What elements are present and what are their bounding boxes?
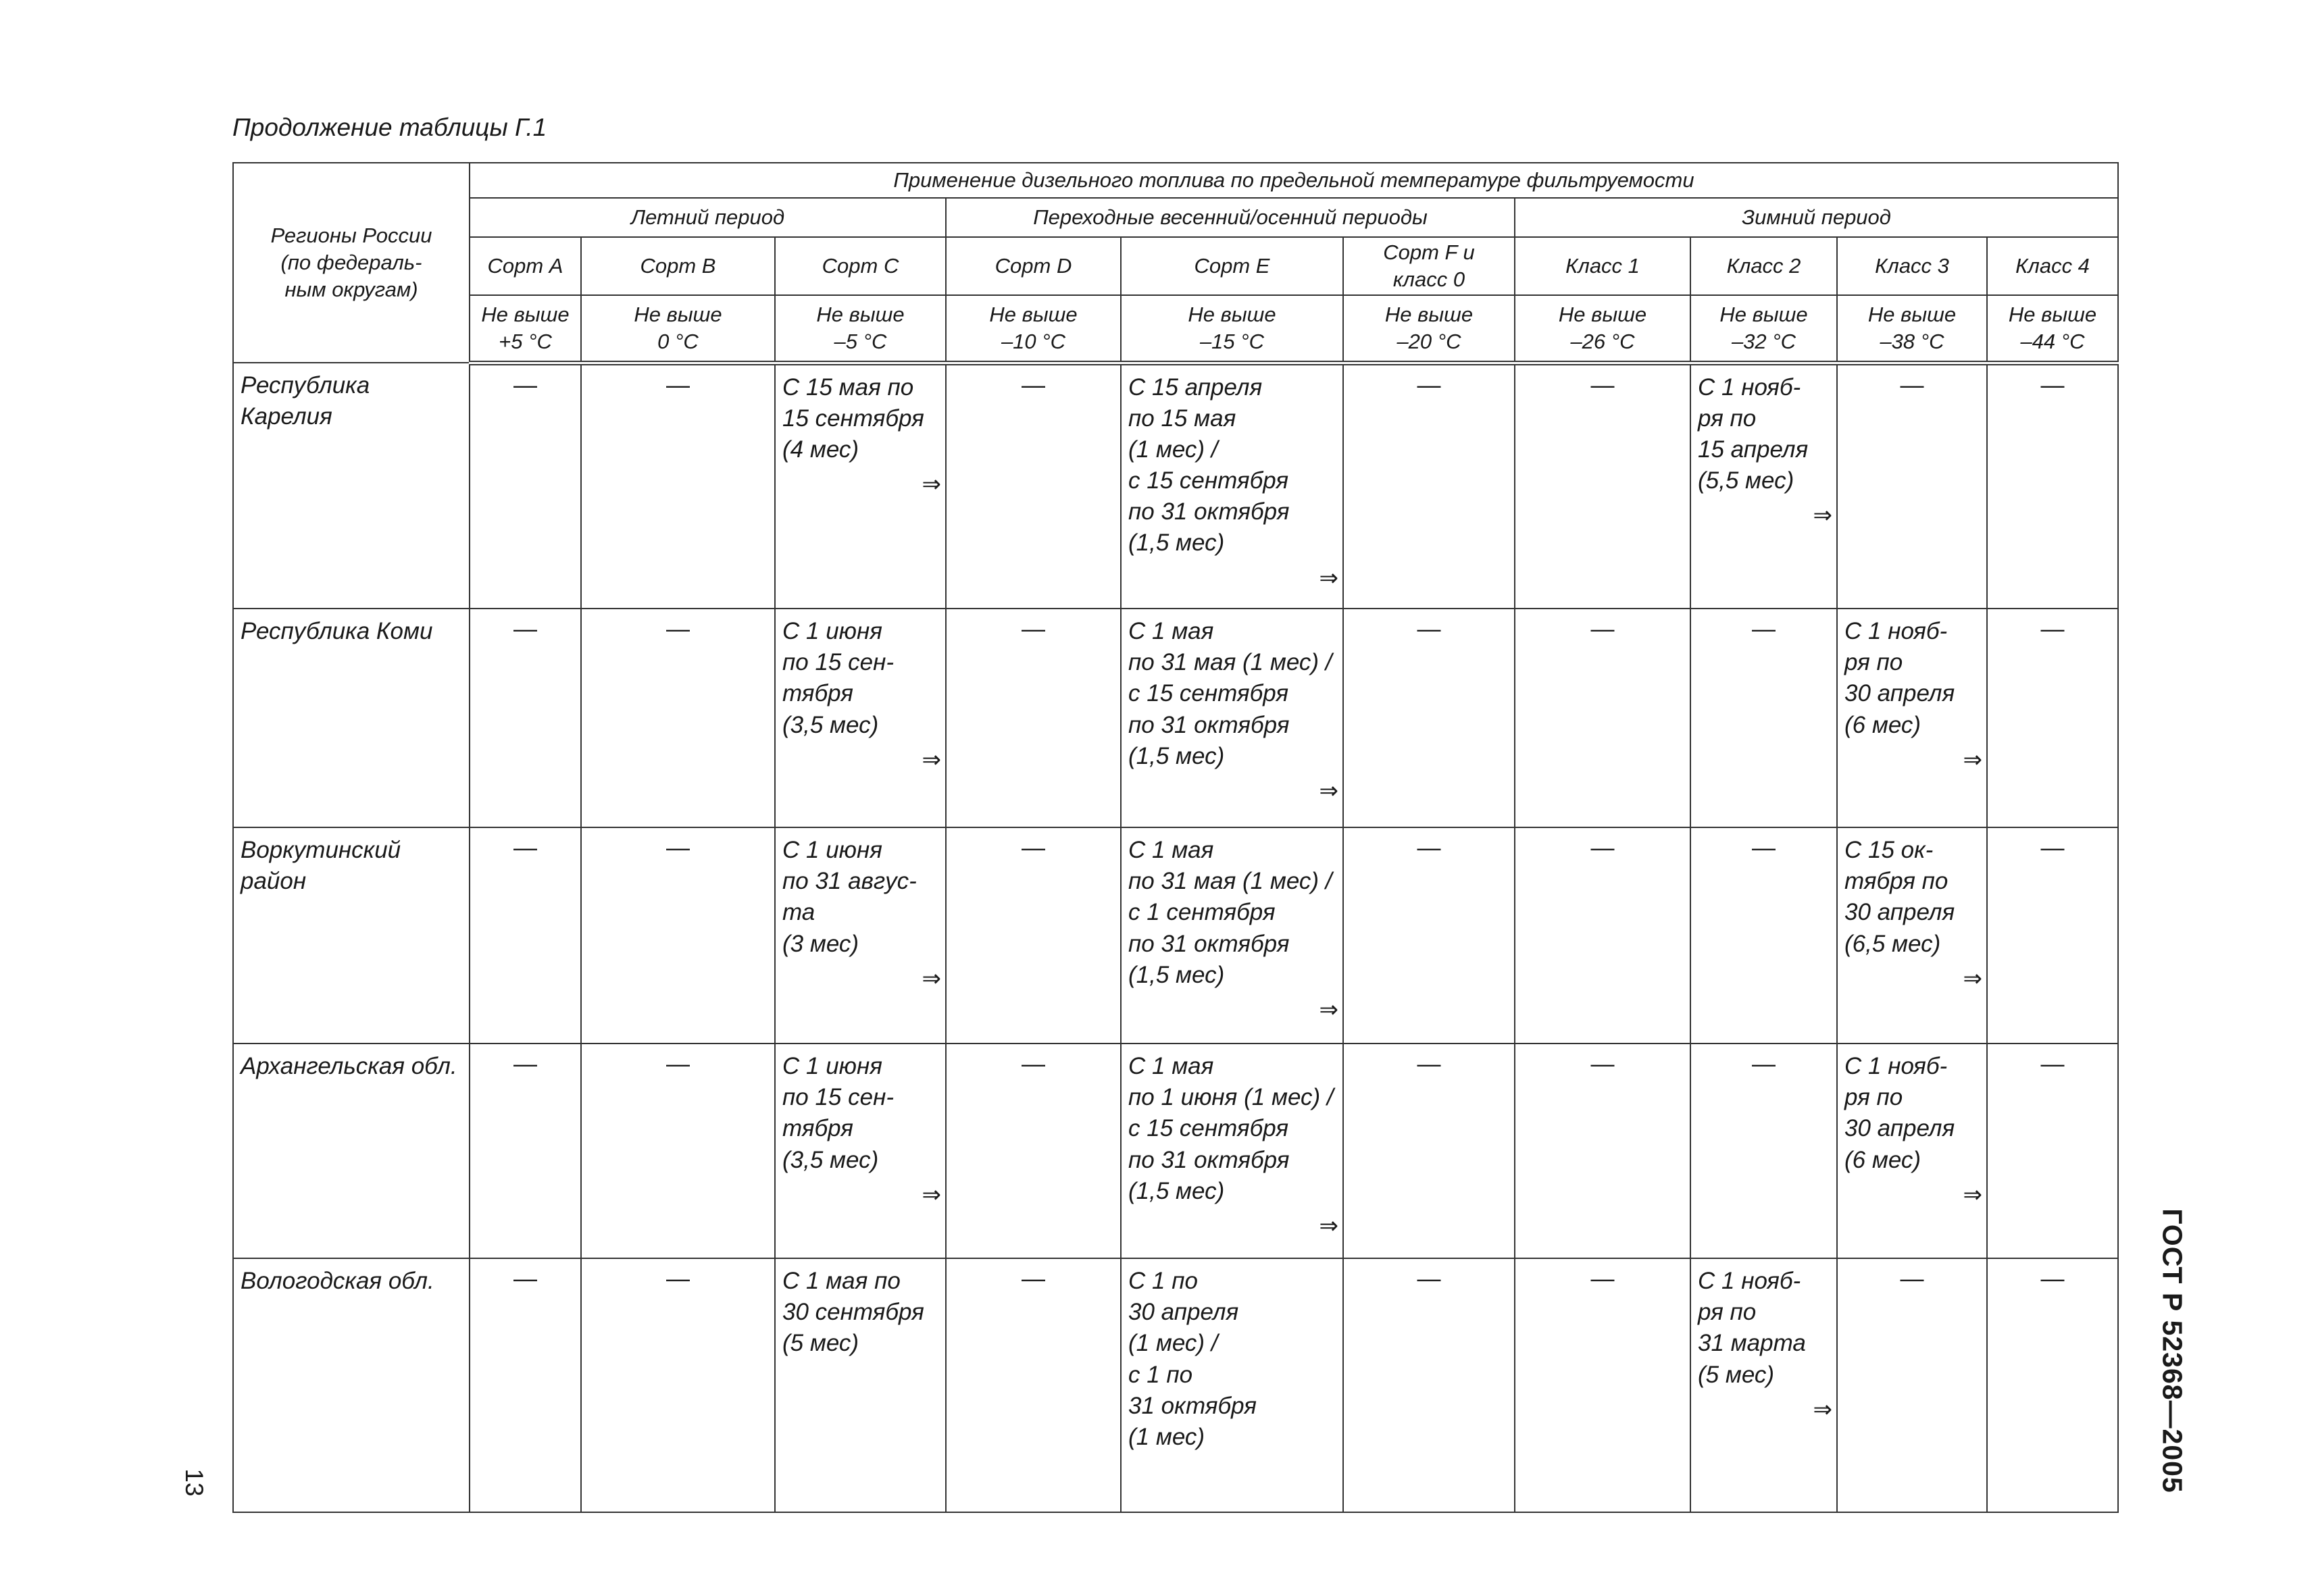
grade-header: Сорт B: [581, 237, 775, 295]
region-name: Вологодская обл.: [233, 1258, 470, 1512]
period-cell: [1837, 827, 1987, 1044]
not-applicable-dash: —: [1343, 827, 1515, 1044]
period-cell: [1121, 363, 1343, 609]
continuation-arrow-icon: ⇒: [1813, 503, 1832, 529]
grade-header: Класс 4: [1987, 237, 2118, 295]
grade-header: Сорт C: [775, 237, 946, 295]
continuation-arrow-icon: ⇒: [1319, 565, 1338, 591]
not-applicable-dash: —: [1987, 1044, 2118, 1258]
continuation-arrow-icon: ⇒: [1319, 777, 1338, 804]
not-applicable-dash: —: [946, 827, 1121, 1044]
region-name: Республика Карелия: [233, 363, 470, 609]
period-text: С 1 мая по 30 сентября (5 мес): [782, 1268, 924, 1357]
not-applicable-dash: —: [470, 363, 581, 609]
summer-period-header: Летний период: [470, 198, 946, 237]
temperature-limit: Не выше –10 °C: [946, 295, 1121, 363]
period-text: С 1 мая по 31 мая (1 мес) / с 15 сентября по 31 октября (1,5 мес): [1128, 618, 1332, 769]
continuation-arrow-icon: ⇒: [922, 746, 941, 773]
period-cell: [1690, 1258, 1837, 1512]
period-text: С 15 ок- тября по 30 апреля (6,5 мес): [1844, 837, 1955, 957]
not-applicable-dash: —: [1515, 609, 1690, 827]
not-applicable-dash: —: [1690, 827, 1837, 1044]
continuation-arrow-icon: ⇒: [1963, 965, 1982, 992]
period-text: С 1 нояб- ря по 30 апреля (6 мес): [1844, 1053, 1955, 1173]
temperature-limit: Не выше –38 °C: [1837, 295, 1987, 363]
period-text: С 1 нояб- ря по 31 марта (5 мес): [1698, 1268, 1806, 1388]
not-applicable-dash: —: [1515, 1044, 1690, 1258]
period-cell: [775, 1044, 946, 1258]
period-text: С 1 по 30 апреля (1 мес) / с 1 по 31 октября (1 мес): [1128, 1268, 1257, 1450]
region-name: Воркутинский район: [233, 827, 470, 1044]
period-cell: [775, 827, 946, 1044]
winter-period-header: Зимний период: [1515, 198, 2118, 237]
page-number: 13: [180, 1468, 208, 1497]
not-applicable-dash: —: [1690, 609, 1837, 827]
grade-header: Класс 1: [1515, 237, 1690, 295]
not-applicable-dash: —: [946, 1258, 1121, 1512]
period-cell: [1121, 1044, 1343, 1258]
continuation-arrow-icon: ⇒: [1963, 746, 1982, 773]
not-applicable-dash: —: [1837, 1258, 1987, 1512]
period-text: С 1 мая по 31 мая (1 мес) / с 1 сентября по 31 октября (1,5 мес): [1128, 837, 1332, 988]
not-applicable-dash: —: [946, 1044, 1121, 1258]
temperature-limit: Не выше +5 °C: [470, 295, 581, 363]
temperature-limit: Не выше –15 °C: [1121, 295, 1343, 363]
not-applicable-dash: —: [470, 1258, 581, 1512]
continuation-arrow-icon: ⇒: [1319, 996, 1338, 1023]
not-applicable-dash: —: [946, 363, 1121, 609]
continuation-arrow-icon: ⇒: [1813, 1396, 1832, 1422]
not-applicable-dash: —: [581, 609, 775, 827]
table-row: [233, 1258, 2118, 1512]
continuation-arrow-icon: ⇒: [922, 1181, 941, 1208]
not-applicable-dash: —: [1343, 363, 1515, 609]
not-applicable-dash: —: [946, 609, 1121, 827]
not-applicable-dash: —: [470, 609, 581, 827]
not-applicable-dash: —: [1515, 363, 1690, 609]
continuation-arrow-icon: ⇒: [1963, 1181, 1982, 1208]
table-row: [233, 827, 2118, 1044]
application-header: Применение дизельного топлива по предельной температуре фильтруемости: [470, 163, 2118, 198]
grade-header: Класс 2: [1690, 237, 1837, 295]
grade-header: Сорт F и класс 0: [1343, 237, 1515, 295]
not-applicable-dash: —: [581, 1044, 775, 1258]
temperature-limit: Не выше 0 °C: [581, 295, 775, 363]
region-name: Архангельская обл.: [233, 1044, 470, 1258]
temperature-limit: Не выше –32 °C: [1690, 295, 1837, 363]
regions-header: Регионы России (по федераль- ным округам): [233, 163, 470, 363]
grade-header: Сорт A: [470, 237, 581, 295]
not-applicable-dash: —: [1515, 1258, 1690, 1512]
table-caption: Продолжение таблицы Г.1: [232, 113, 547, 141]
not-applicable-dash: —: [1343, 1258, 1515, 1512]
period-cell: [775, 609, 946, 827]
not-applicable-dash: —: [470, 1044, 581, 1258]
period-text: С 1 мая по 1 июня (1 мес) / с 15 сентября по 31 октября (1,5 мес): [1128, 1053, 1334, 1204]
period-cell: [1121, 609, 1343, 827]
continuation-arrow-icon: ⇒: [922, 471, 941, 498]
not-applicable-dash: —: [1987, 1258, 2118, 1512]
temperature-limit: Не выше –26 °C: [1515, 295, 1690, 363]
region-name: Республика Коми: [233, 609, 470, 827]
period-text: С 15 апреля по 15 мая (1 мес) / с 15 сентября по 31 октября (1,5 мес): [1128, 374, 1290, 557]
table-row: [233, 363, 2118, 609]
period-text: С 1 нояб- ря по 15 апреля (5,5 мес): [1698, 374, 1809, 494]
not-applicable-dash: —: [1690, 1044, 1837, 1258]
period-cell: [1837, 609, 1987, 827]
period-text: С 1 июня по 15 сен- тября (3,5 мес): [782, 1053, 894, 1173]
continuation-arrow-icon: ⇒: [922, 965, 941, 992]
period-cell: [1121, 827, 1343, 1044]
period-cell: [775, 363, 946, 609]
period-text: С 1 нояб- ря по 30 апреля (6 мес): [1844, 618, 1955, 738]
period-text: С 1 июня по 15 сен- тября (3,5 мес): [782, 618, 894, 738]
temperature-limit: Не выше –44 °C: [1987, 295, 2118, 363]
not-applicable-dash: —: [581, 1258, 775, 1512]
grade-header: Класс 3: [1837, 237, 1987, 295]
temperature-limit: Не выше –5 °C: [775, 295, 946, 363]
standard-stamp: ГОСТ Р 52368—2005: [2157, 1208, 2188, 1493]
not-applicable-dash: —: [1987, 363, 2118, 609]
period-text: С 1 июня по 31 авгус- та (3 мес): [782, 837, 917, 957]
not-applicable-dash: —: [1343, 1044, 1515, 1258]
period-cell: [775, 1258, 946, 1512]
transition-period-header: Переходные весенний/осенний периоды: [946, 198, 1515, 237]
not-applicable-dash: —: [470, 827, 581, 1044]
not-applicable-dash: —: [1987, 827, 2118, 1044]
period-text: С 15 мая по 15 сентября (4 мес): [782, 374, 924, 463]
table-row: [233, 609, 2118, 827]
not-applicable-dash: —: [581, 827, 775, 1044]
not-applicable-dash: —: [1987, 609, 2118, 827]
grade-header: Сорт D: [946, 237, 1121, 295]
period-cell: [1121, 1258, 1343, 1512]
not-applicable-dash: —: [581, 363, 775, 609]
fuel-application-table: [232, 162, 2119, 1513]
not-applicable-dash: —: [1837, 363, 1987, 609]
not-applicable-dash: —: [1515, 827, 1690, 1044]
continuation-arrow-icon: ⇒: [1319, 1212, 1338, 1239]
table-row: [233, 1044, 2118, 1258]
temperature-limit: Не выше –20 °C: [1343, 295, 1515, 363]
period-cell: [1837, 1044, 1987, 1258]
not-applicable-dash: —: [1343, 609, 1515, 827]
period-cell: [1690, 363, 1837, 609]
grade-header: Сорт E: [1121, 237, 1343, 295]
